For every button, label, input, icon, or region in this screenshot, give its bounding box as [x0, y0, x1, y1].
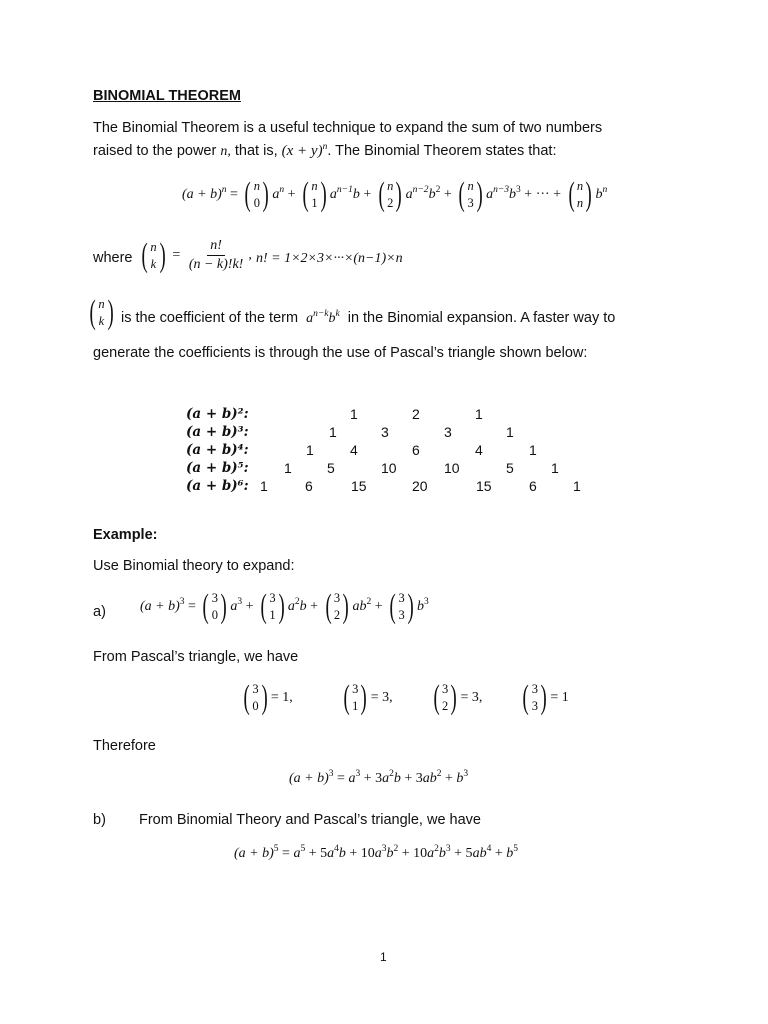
page-number: 1	[380, 950, 387, 964]
pascal-row-label: (a + b)²:	[186, 406, 249, 422]
example-b-text: From Binomial Theory and Pascal’s triangle, we have	[139, 812, 481, 828]
binomial-coefficient-definition: ( n k ) = $\frac{n!}{(n - k)!k!}$ ,	[141, 236, 252, 274]
pascal-value: 6	[412, 442, 420, 458]
pascal-value: 4	[350, 442, 358, 458]
pascal-value: 20	[412, 478, 428, 494]
binomial-formula: $(a + b)^n$ = ( n 0 ) $a^n$ + ( n 1 ) $a^{n-1}b$ + ( n 2 ) $a^{n-2}b^2$ + ( n 3 ) $a^{n-3}b^3$ + ··· + ( n n ) $b^n$	[182, 176, 608, 213]
pascal-row-label: (a + b)⁶:	[186, 478, 249, 494]
pascal-value: 10	[444, 460, 460, 476]
binomial-nk-symbol: ( n k )	[89, 294, 114, 331]
page-title: BINOMIAL THEOREM	[93, 88, 241, 104]
pascal-value: 1	[260, 478, 268, 494]
pascal-value: 3	[444, 424, 452, 440]
pascal-value: 1	[573, 478, 581, 494]
example-intro: Use Binomial theory to expand:	[93, 558, 295, 574]
example-a-formula: $(a + b)^3$ = ( 3 0 ) $a^3$ + ( 3 1 ) $a^2b$ + ( 3 2 ) $ab^2$ + ( 3 3 ) $b^3$	[140, 588, 429, 625]
pascal-value: 1	[350, 406, 358, 422]
pascal-value: 10	[381, 460, 397, 476]
example-a-result: $(a + b)^3 = a^3 + 3a^2b + 3ab^2 + b^3$	[289, 769, 469, 786]
coefficients-values: ( 3 0 ) = 1, ( 3 1 ) = 3, ( 3 2 ) = 3, ( 3 3 ) = 1	[243, 679, 569, 716]
factorial-definition: n! = 1×2×3×···×(n−1)×n	[256, 251, 403, 266]
pascal-value: 1	[284, 460, 292, 476]
pascal-value: 6	[305, 478, 313, 494]
pascal-value: 3	[381, 424, 389, 440]
pascal-row-label: (a + b)⁵:	[186, 460, 249, 476]
pascal-row-label: (a + b)³:	[186, 424, 249, 440]
pascal-value: 1	[551, 460, 559, 476]
pascal-value: 1	[529, 442, 537, 458]
pascal-value: 1	[306, 442, 314, 458]
therefore-text: Therefore	[93, 738, 156, 754]
example-a-label: a)	[93, 604, 106, 620]
example-heading: Example:	[93, 527, 158, 543]
intro-line-2: raised to the power n, that is, $(x + y)^n$. The Binomial Theorem states that:	[93, 142, 557, 159]
where-label: where	[93, 250, 133, 266]
pascal-value: 1	[329, 424, 337, 440]
pascal-value: 2	[412, 406, 420, 422]
pascal-value: 15	[351, 478, 367, 494]
from-pascal-text: From Pascal’s triangle, we have	[93, 649, 299, 665]
coefficient-line-2: generate the coefficients is through the use of Pascal’s triangle shown below:	[93, 345, 588, 361]
example-b-label: b)	[93, 812, 106, 828]
pascal-value: 15	[476, 478, 492, 494]
pascal-value: 6	[529, 478, 537, 494]
coefficient-line-1: is the coefficient of the term $a^{n-k}b^k$ in the Binomial expansion. A faster way to	[121, 309, 616, 326]
pascal-value: 4	[475, 442, 483, 458]
pascal-value: 1	[475, 406, 483, 422]
example-b-result: $(a + b)^5 = a^5 + 5a^4b + 10a^3b^2 + 10a^2b^3 + 5ab^4 + b^5$	[234, 844, 518, 861]
pascal-value: 5	[327, 460, 335, 476]
pascal-value: 1	[506, 424, 514, 440]
pascal-row-label: (a + b)⁴:	[186, 442, 249, 458]
pascal-value: 5	[506, 460, 514, 476]
intro-line-1: The Binomial Theorem is a useful technique to expand the sum of two numbers	[93, 120, 603, 136]
